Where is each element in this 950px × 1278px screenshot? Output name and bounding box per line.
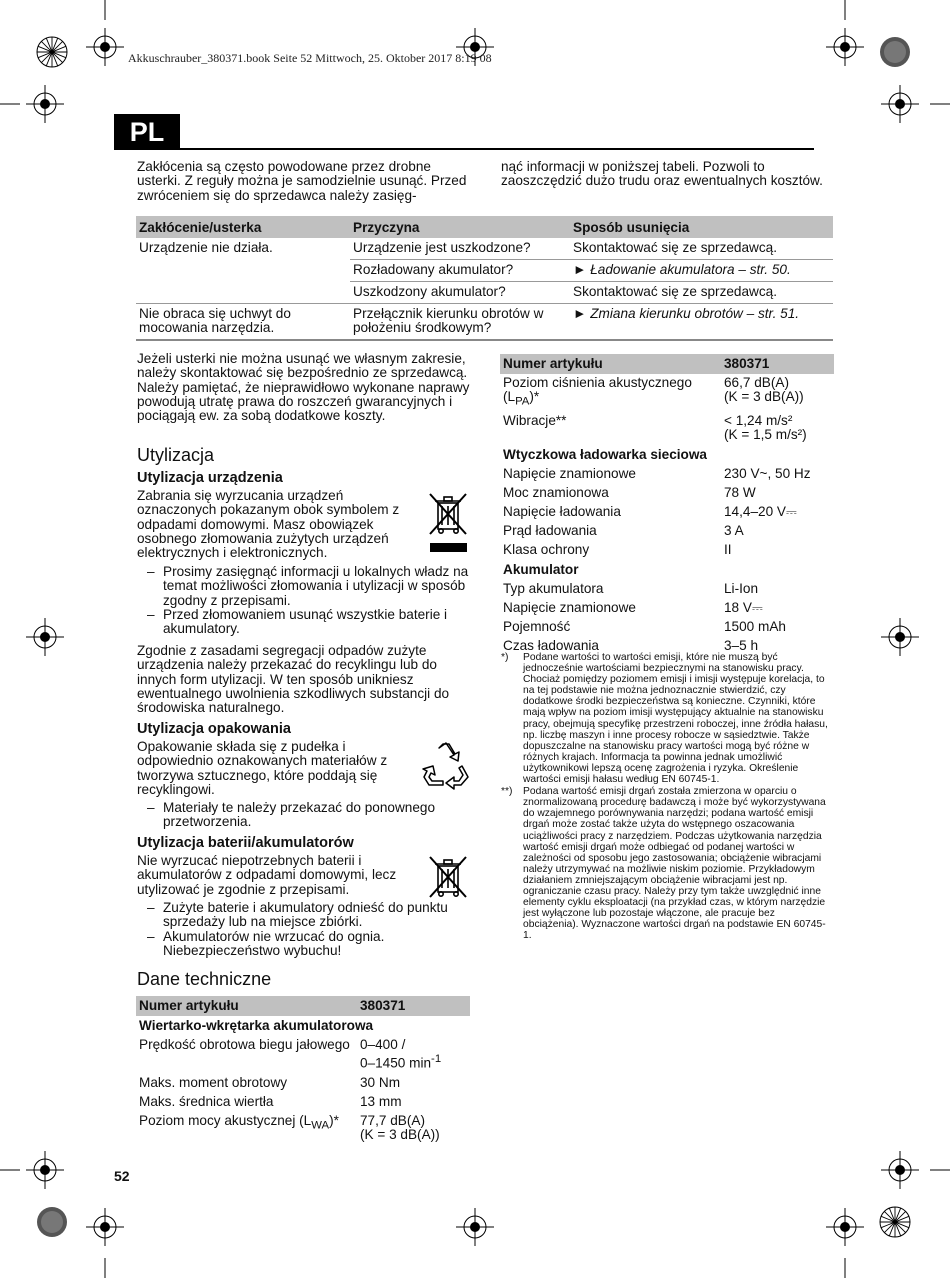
spec-value-line: (K = 3 dB(A)) xyxy=(360,1126,440,1142)
fix-cell: Skontaktować się ze sprzedawcą. xyxy=(570,238,833,260)
arrow-right-icon: ► xyxy=(573,306,587,321)
table-row xyxy=(136,238,833,260)
label-text: (L xyxy=(503,389,516,404)
spec-value xyxy=(357,1112,470,1145)
battery-disposal-list xyxy=(137,901,472,958)
spec-row xyxy=(500,503,834,522)
spec-value-line: 66,7 dB(A) xyxy=(724,375,789,390)
label-text: Poziom mocy akustycznej (L xyxy=(139,1112,312,1128)
spec-row xyxy=(500,541,834,560)
tech-data-heading: Dane techniczne xyxy=(137,969,272,989)
crossed-bin-icon xyxy=(427,853,469,901)
list-item: – Przed złomowaniem usunąć wszystkie baterie i akumulatory. xyxy=(137,608,472,637)
fix-cell xyxy=(570,304,833,341)
packaging-disposal-heading: Utylizacja opakowania xyxy=(137,721,291,737)
spec-value: 30 Nm xyxy=(360,1074,401,1090)
column-header-cause: Przyczyna xyxy=(350,216,570,238)
cross-reference-link[interactable]: Zmiana kierunku obrotów – str. 51. xyxy=(590,306,800,321)
spec-value-line: < 1,24 m/s² xyxy=(724,412,793,428)
subscript: WA xyxy=(311,1119,330,1132)
spec-value: 380371 xyxy=(357,996,470,1016)
spec-group-row xyxy=(500,560,834,580)
spec-row xyxy=(136,1074,470,1093)
column-header-fix: Sposób usunięcia xyxy=(570,216,833,238)
spec-label: Klasa ochrony xyxy=(503,541,590,557)
spec-row xyxy=(136,1036,470,1074)
device-disposal-list xyxy=(137,565,472,636)
spec-value: II xyxy=(724,541,732,557)
spec-label xyxy=(136,1112,357,1145)
spec-label: Maks. moment obrotowy xyxy=(139,1074,288,1090)
device-disposal-heading: Utylizacja urządzenia xyxy=(137,470,283,486)
cause-cell: Przełącznik kierunku obrotów w położeniu środkowym? xyxy=(350,304,570,341)
fix-cell xyxy=(570,260,833,282)
device-disposal-after: Zgodnie z zasadami segregacji odpadów zużyte urządzenia należy przekazać do recyklingu lub do innych form utylizacji. W ten sposób unikniesz ewentualnego uwolnienia szkodliwych substancji do środowiska naturalnego. xyxy=(137,643,450,716)
cause-cell: Rozładowany akumulator? xyxy=(350,260,570,282)
spec-value xyxy=(721,412,834,445)
disposal-heading: Utylizacja xyxy=(137,445,215,465)
spec-label: Napięcie znamionowe xyxy=(503,465,636,481)
crossed-bin-icon xyxy=(427,490,469,554)
spec-group-title: Wtyczkowa ładowarka sieciowa xyxy=(503,446,707,462)
fault-cell: Nie obraca się uchwyt do mocowania narzędzia. xyxy=(136,304,350,341)
footnote-text: Podane wartości to wartości emisji, które nie muszą być jednocześnie wartościami bezpiecznymi na stanowisku pracy. Chociaż pomiędzy poziomem emisji i imisji występuje korelacja, to na tej podstawie nie można jednoznacznie stwierdzić, czy dodatkowe środki bezpieczeństwa są konieczne. Czynniki, które mają wpływ na poziom imisji występujący aktualnie na stanowisku pracy, obejmują specyfikę przestrzeni roboczej, inne źródła hałasu, np. liczbę maszyn i inne procesy robocze w sąsiedztwie. Także dopuszczalne na stanowisku pracy wartości mogą być różne w różnych krajach. Informacja ta powinna jednak umożliwić użytkownikowi lepszą ocenę zagrożenia i ryzyka. Określenie wartości emisji hałasu według EN 60745-1. xyxy=(523,652,828,786)
tech-spec-table-right xyxy=(500,354,834,656)
file-info-header: Akkuschrauber_380371.book Seite 52 Mittwoch, 25. Oktober 2017 8:19 08 xyxy=(128,51,492,65)
spec-value: 3 A xyxy=(724,522,744,538)
language-tab: PL xyxy=(114,114,180,150)
footnote xyxy=(501,786,833,941)
spec-row xyxy=(500,465,834,484)
spec-value-line: 0–400 / xyxy=(360,1037,406,1052)
cross-reference-link[interactable]: Ładowanie akumulatora – str. 50. xyxy=(590,262,791,277)
fault-table xyxy=(136,216,833,341)
fault-cell: Urządzenie nie działa. xyxy=(136,238,350,304)
spec-value: Li-Ion xyxy=(724,580,759,596)
table-row xyxy=(136,304,833,341)
spec-value xyxy=(357,1036,470,1074)
spec-value: 14,4–20 V⎓ xyxy=(724,503,797,519)
header-rule xyxy=(114,148,814,150)
footnote-mark: **) xyxy=(501,786,513,798)
spec-row xyxy=(500,580,834,599)
spec-value xyxy=(721,374,834,412)
device-disposal-text: Zabrania się wyrzucania urządzeń oznaczonych pokazanym obok symbolem z odpadami domowymi. Masz obowiązek osobnego złomowania zużytych urządzeń elektrycznych i elektronicznych. xyxy=(137,488,400,561)
fault-table-header xyxy=(136,216,833,238)
spec-value: 78 W xyxy=(724,484,756,500)
list-item: – Zużyte baterie i akumulatory odnieść do punktu sprzedaży lub na miejsce zbiórki. xyxy=(137,901,472,930)
spec-value-line: 77,7 dB(A) xyxy=(360,1112,425,1128)
spec-label: Prąd ładowania xyxy=(503,522,597,538)
spec-label: Typ akumulatora xyxy=(503,580,604,596)
spec-value: 18 V⎓ xyxy=(724,599,763,615)
spec-row xyxy=(500,599,834,618)
footnote-mark: *) xyxy=(501,652,509,663)
spec-row xyxy=(136,1112,470,1145)
cause-cell: Uszkodzony akumulator? xyxy=(350,282,570,304)
spec-label: Numer artykułu xyxy=(500,354,721,374)
spec-value-line: (K = 3 dB(A)) xyxy=(724,389,804,404)
packaging-disposal-list xyxy=(137,801,472,830)
spec-value: 380371 xyxy=(721,354,834,374)
spec-row xyxy=(500,618,834,637)
spec-row xyxy=(500,374,834,412)
list-item: – Prosimy zasięgnąć informacji u lokalnych władz na temat możliwości złomowania i utylizacji w sposób zgodny z przepisami. xyxy=(137,565,472,608)
spec-value: 3–5 h xyxy=(724,637,759,653)
spec-header-row xyxy=(500,354,834,374)
spec-row xyxy=(500,522,834,541)
list-item: – Materiały te należy przekazać do ponownego przetworzenia. xyxy=(137,801,472,830)
battery-disposal-text: Nie wyrzucać niepotrzebnych baterii i akumulatorów z odpadami domowymi, lecz utylizować je zgodnie z przepisami. xyxy=(137,853,397,897)
spec-label: Czas ładowania xyxy=(503,637,599,653)
spec-label: Napięcie znamionowe xyxy=(503,599,636,615)
label-text: )* xyxy=(329,1112,339,1128)
spec-row xyxy=(500,412,834,445)
spec-value-line: (K = 1,5 m/s²) xyxy=(724,426,807,442)
spec-value: 1500 mAh xyxy=(724,618,786,634)
spec-label: Maks. średnica wiertła xyxy=(139,1093,274,1109)
spec-group-title: Wiertarko-wkrętarka akumulatorowa xyxy=(139,1018,374,1033)
footnote-text: Podana wartość emisji drgań została zmierzona w oparciu o znormalizowaną procedurę badawczą i może być wykorzystywana do wzajemnego porównywania narzędzi; podana wartość emisji drgań może zostać także użyta do wstępnego oszacowania uciążliwości pracy z narzędziem. Podczas użytkowania narzędzia wartość emisji drgań może odbiegać od podanej wartości w zależności od sposobu jego zastosowania; obciążenie wibracjami należy utrzymywać na możliwie niskim poziomie. Przykładowym działaniem zmniejszającym obciążenie wibracjami jest np. ograniczanie czasu pracy. Należy przy tym także uwzględnić inne elementy cyklu eksploatacji (na przykład czas, w którym narzędzie jest wyłączone lub pozostaje włączone, ale pracuje bez obciążenia). Wyznaczone wartości drgań na podstawie EN 60745-1. xyxy=(523,786,826,942)
footnotes xyxy=(501,652,833,941)
packaging-disposal-text: Opakowanie składa się z pudełka i odpowiednio oznakowanych materiałów z tworzywa sztucznego, które poddają się recyklingowi. xyxy=(137,739,388,797)
intro-left-text: Zakłócenia są często powodowane przez drobne usterki. Z reguły można je samodzielnie usunąć. Przed zwróceniem się do sprzedawca należy zasięg- xyxy=(137,159,467,203)
tech-spec-table-left xyxy=(136,996,470,1145)
arrow-right-icon: ► xyxy=(573,262,587,277)
page-number: 52 xyxy=(114,1168,130,1184)
superscript: -1 xyxy=(431,1053,442,1065)
label-text: Poziom ciśnienia akustycznego xyxy=(503,375,692,390)
spec-value: 13 mm xyxy=(360,1093,402,1109)
spec-value-line: 0–1450 min xyxy=(360,1055,432,1071)
recycling-icon xyxy=(421,740,471,790)
spec-group-row xyxy=(500,445,834,465)
spec-row xyxy=(500,484,834,503)
after-table-text: Jeżeli usterki nie można usunąć we własnym zakresie, należy skontaktować się bezpośrednio ze sprzedawcą. Należy pamiętać, że nieprawidłowo wykonane naprawy powodują utratę prawa do roszczeń gwarancyjnych i pociągają ew. za sobą dodatkowe koszty. xyxy=(137,351,470,424)
spec-header-row xyxy=(136,996,470,1016)
column-header-fault: Zakłócenie/usterka xyxy=(136,216,350,238)
list-item: – Akumulatorów nie wrzucać do ognia. Niebezpieczeństwo wybuchu! xyxy=(137,930,472,959)
subscript: PA xyxy=(515,395,530,408)
spec-label: Prędkość obrotowa biegu jałowego xyxy=(139,1037,350,1052)
spec-label: Wibracje** xyxy=(503,412,567,428)
spec-group-title: Akumulator xyxy=(503,561,579,577)
fix-cell: Skontaktować się ze sprzedawcą. xyxy=(570,282,833,304)
battery-disposal-heading: Utylizacja baterii/akumulatorów xyxy=(137,835,354,851)
cause-cell: Urządzenie jest uszkodzone? xyxy=(350,238,570,260)
spec-group-row xyxy=(136,1016,470,1036)
spec-value: 230 V~, 50 Hz xyxy=(724,465,811,481)
label-text: )* xyxy=(529,389,540,404)
spec-label: Napięcie ładowania xyxy=(503,503,621,519)
spec-label: Moc znamionowa xyxy=(503,484,609,500)
intro-right-text: nąć informacji w poniższej tabeli. Pozwoli to zaoszczędzić dużo trudu oraz ewentualnych kosztów. xyxy=(501,159,823,189)
spec-label: Numer artykułu xyxy=(136,996,357,1016)
spec-label xyxy=(500,374,721,412)
spec-label: Pojemność xyxy=(503,618,571,634)
spec-row xyxy=(136,1093,470,1112)
footnote xyxy=(501,652,833,785)
